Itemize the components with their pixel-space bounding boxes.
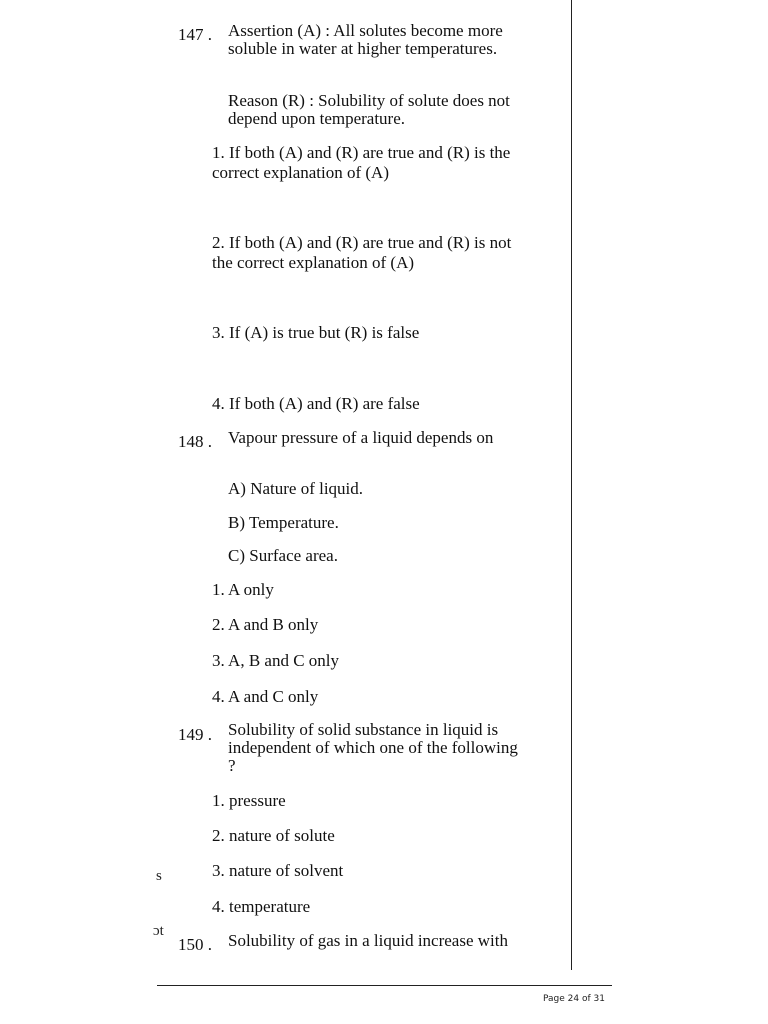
question-number: 147 . — [178, 25, 212, 44]
option-1[interactable]: 1. pressure — [212, 791, 286, 810]
question-text: Solubility of solid substance in liquid is independent of which one of the following ? — [228, 720, 518, 775]
option-1[interactable]: 1. A only — [212, 580, 274, 599]
statement-b: B) Temperature. — [228, 513, 339, 532]
question-number: 148 . — [178, 432, 212, 451]
option-3[interactable]: 3. If (A) is true but (R) is false — [212, 323, 420, 342]
option-4[interactable]: 4. temperature — [212, 897, 311, 916]
option-2[interactable]: 2. If both (A) and (R) are true and (R) is not the correct explanation of (A) — [212, 233, 512, 272]
question-text: Vapour pressure of a liquid depends on — [228, 428, 494, 447]
option-3[interactable]: 3. A, B and C only — [212, 651, 340, 670]
option-1[interactable]: 1. If both (A) and (R) are true and (R) is the correct explanation of (A) — [212, 143, 511, 182]
question-text: Solubility of gas in a liquid increase with — [228, 931, 508, 950]
option-2[interactable]: 2. nature of solute — [212, 826, 335, 845]
question-number: 150 . — [178, 935, 212, 954]
column-divider — [571, 0, 572, 970]
page-number: Page 24 of 31 — [543, 994, 605, 1004]
assertion-text: Assertion (A) : All solutes become more soluble in water at higher temperatures. — [228, 21, 503, 58]
option-4[interactable]: 4. If both (A) and (R) are false — [212, 394, 420, 413]
question-number: 149 . — [178, 725, 212, 744]
footer-rule — [157, 985, 612, 986]
margin-fragment: ɔt — [153, 923, 164, 939]
reason-text: Reason (R) : Solubility of solute does not depend upon temperature. — [228, 91, 510, 128]
statement-c: C) Surface area. — [228, 546, 338, 565]
option-3[interactable]: 3. nature of solvent — [212, 861, 344, 880]
option-4[interactable]: 4. A and C only — [212, 687, 319, 706]
option-2[interactable]: 2. A and B only — [212, 615, 319, 634]
statement-a: A) Nature of liquid. — [228, 479, 364, 498]
margin-fragment: s — [156, 868, 162, 884]
